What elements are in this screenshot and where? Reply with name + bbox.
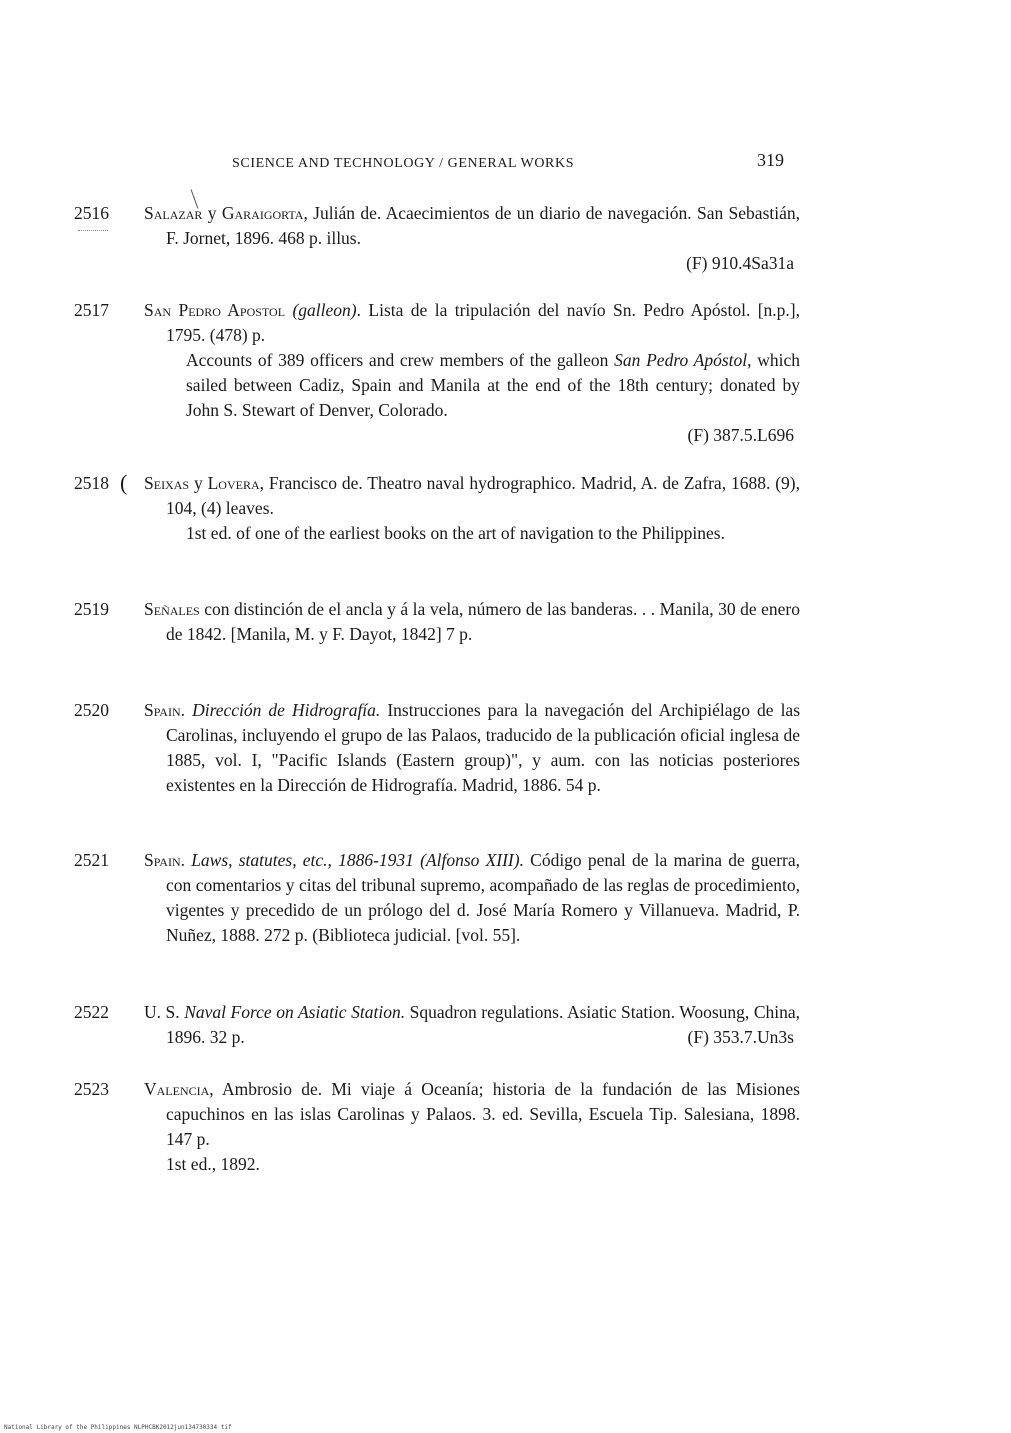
entry-author-connector: y: [193, 473, 203, 493]
entry-text: [144, 1000, 800, 1050]
entry-text: [144, 848, 800, 948]
entry-subdivision: Naval Force on Asiatic Station.: [184, 1002, 406, 1022]
entry-number: 2519: [74, 599, 109, 619]
call-number: (F) 910.4Sa31a: [686, 253, 794, 273]
entry-author: Spain.: [144, 700, 186, 720]
entry-2519: [60, 597, 800, 647]
entry-description: Instrucciones para la navegación del Archipiélago de las Carolinas, incluyendo el grupo de las Palaos, traducido de la publicación oficial inglesa de 1885, vol. I, "Pacific Islands (Eastern group)", y aum. con las noticias posteriores existentes en la Dirección de Hidrografía. Madrid, 1886. 54 p.: [166, 700, 801, 795]
entry-author: Salazar: [144, 203, 203, 223]
entry-2521: [60, 848, 800, 948]
entry-description: , Julián de. Acaecimientos de un diario de navegación. San Sebastián, F. Jornet, 1896. 468 p. illus.: [166, 203, 801, 248]
entry-note: 1st ed. of one of the earliest books on the art of navigation to the Philippines.: [186, 523, 725, 543]
page-number: 319: [757, 150, 784, 170]
entry-author-second: Lovera: [207, 473, 260, 493]
note-text-end: which sailed between Cadiz, Spain and Manila at the end of the 18th century; donated by John S. Stewart of Denver, Colorado.: [186, 350, 800, 420]
entry-author-connector: y: [207, 203, 217, 223]
entry-text: [144, 1077, 800, 1152]
running-head: SCIENCE AND TECHNOLOGY / GENERAL WORKS: [232, 156, 575, 171]
entry-2517: [60, 298, 800, 448]
entry-description: . Lista de la tripulación del navío Sn. Pedro Apóstol. [n.p.], 1795. (478) p.: [166, 300, 800, 345]
page-header: [0, 150, 1011, 180]
entry-number: 2522: [74, 1002, 109, 1022]
entry-description: , Francisco de. Theatro naval hydrographico. Madrid, A. de Zafra, 1688. (9), 104, (4) leaves.: [166, 473, 801, 518]
call-number: (F) 387.5.L696: [687, 425, 794, 445]
entry-author: Seixas: [144, 473, 190, 493]
note-ship-name: San Pedro Apóstol,: [614, 350, 752, 370]
entry-author: U. S.: [144, 1002, 180, 1022]
entry-text: [144, 298, 800, 348]
entry-2520: [60, 698, 800, 798]
entry-number: 2521: [74, 850, 109, 870]
entry-2516: [60, 201, 800, 276]
entry-subdivision: Laws, statutes, etc., 1886-1931 (Alfonso XIII).: [191, 850, 524, 870]
entry-number: 2523: [74, 1079, 109, 1099]
entry-number: 2518: [74, 473, 109, 493]
entry-description: Código penal de la marina de guerra, con comentarios y citas del tribunal supremo, acompañado de las reglas de procedimiento, vigentes y precedido de un prólogo del d. José María Romero y Villanueva. Madrid, P. Nuñez, 1888. 272 p. (Biblioteca judicial. [vol. 55].: [166, 850, 801, 945]
entry-description: Squadron regulations. Asiatic Station. Woosung, China, 1896. 32 p.: [166, 1002, 801, 1047]
entry-description: , Ambrosio de. Mi viaje á Oceanía; historia de la fundación de las Misiones capuchinos en las islas Carolinas y Palaos. 3. ed. Sevilla, Escuela Tip. Salesiana, 1898. 147 p.: [166, 1079, 800, 1149]
entry-subdivision: Dirección de Hidrografía.: [192, 700, 381, 720]
entry-number: 2516: [74, 203, 109, 223]
entry-author: Valencia: [144, 1079, 210, 1099]
entry-note: [186, 348, 800, 423]
entry-2518: [60, 471, 800, 546]
entry-number: 2517: [74, 300, 109, 320]
entry-number: 2520: [74, 700, 109, 720]
entry-author-second: Garaigorta: [221, 203, 304, 223]
entry-author: Spain.: [144, 850, 186, 870]
entry-author: San Pedro Apostol: [144, 300, 286, 320]
entry-text: [144, 201, 800, 251]
entry-text: [144, 597, 800, 647]
scan-footer: National Library of the Philippines NLPHCBK2012jun134730334 tif: [4, 1424, 232, 1431]
entry-text: [144, 471, 800, 521]
entry-author-qualifier: (galleon): [292, 300, 357, 320]
entry-note: 1st ed., 1892.: [166, 1154, 260, 1174]
note-text-start: Accounts of 389 officers and crew members of the galleon: [186, 350, 615, 370]
entry-description: con distinción de el ancla y á la vela, número de las banderas. . . Manila, 30 de enero de 1842. [Manila, M. y F. Dayot, 1842] 7 p.: [166, 599, 800, 644]
call-number: (F) 353.7.Un3s: [687, 1027, 794, 1047]
entry-author: Señales: [144, 599, 200, 619]
entry-2523: [60, 1077, 800, 1177]
entry-text: [144, 698, 800, 798]
pencil-paren-mark: (: [120, 470, 128, 495]
entry-2522: [60, 1000, 800, 1050]
